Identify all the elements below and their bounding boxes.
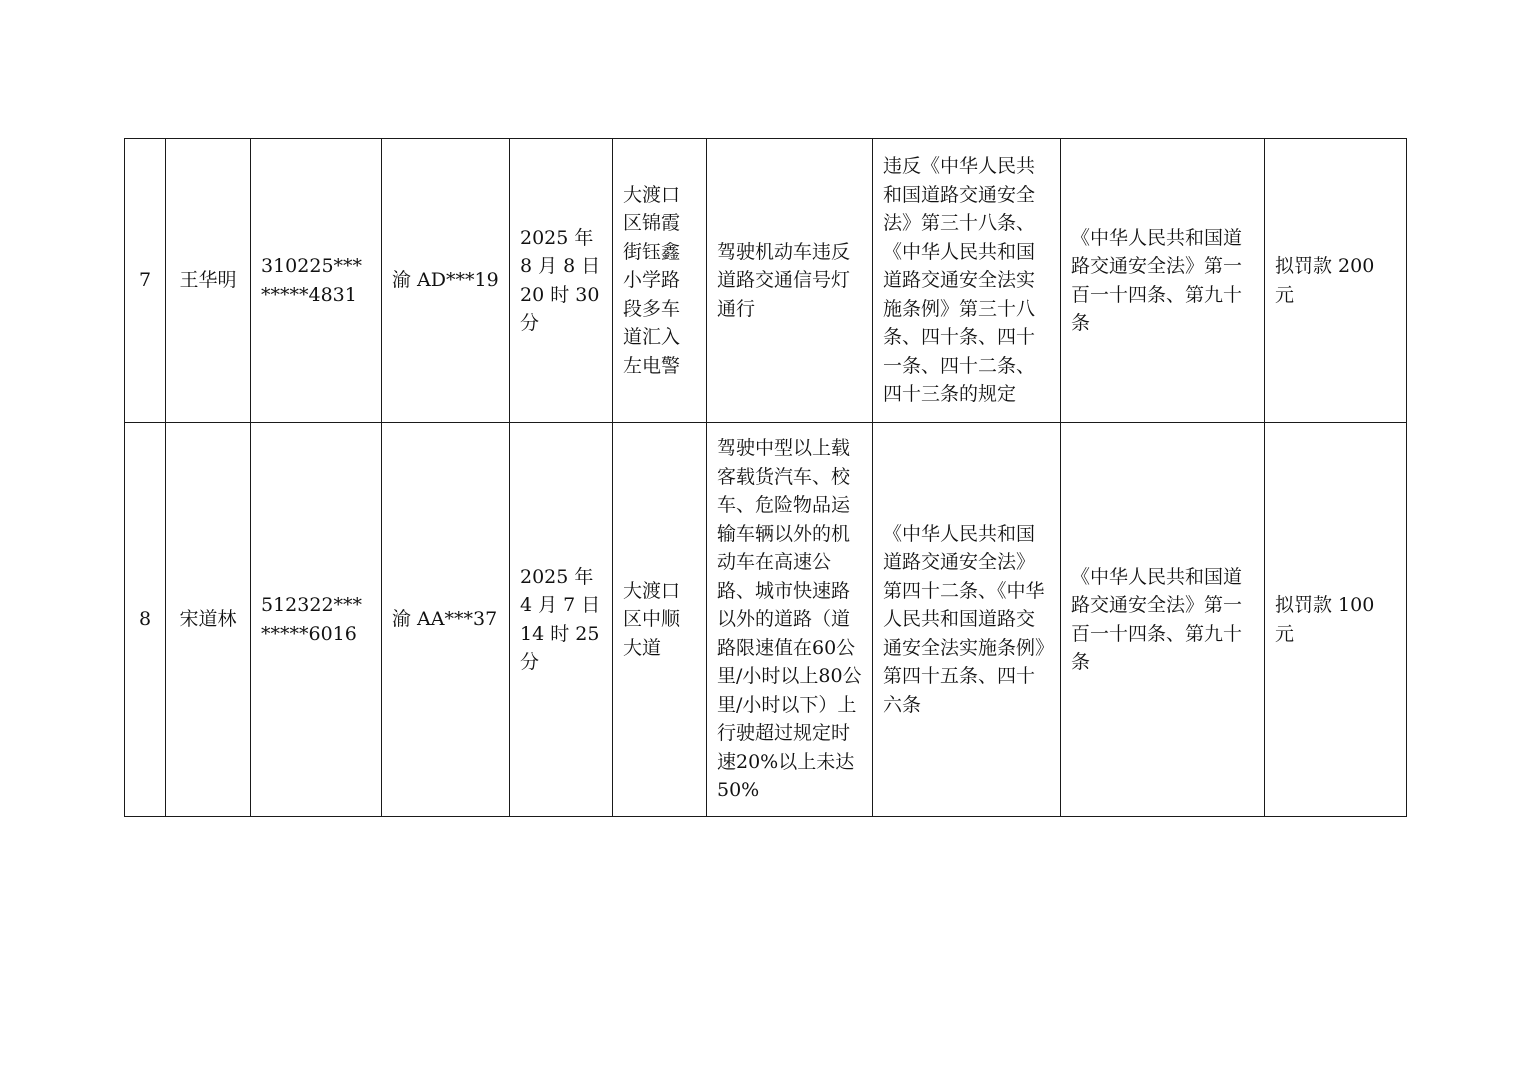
table-row (125, 139, 1407, 423)
table-row (125, 423, 1407, 817)
violated-law: 违反《中华人民共和国道路交通安全法》第三十八条、《中华人民共和国道路交通安全法实施条例》第三十八条、四十条、四十一条、四十二条、四十三条的规定 (873, 139, 1061, 423)
party-name: 宋道林 (166, 423, 251, 817)
violation-records-table (124, 138, 1407, 817)
violated-law: 《中华人民共和国道路交通安全法》第四十二条、《中华人民共和国道路交通安全法实施条例》第四十五条、四十六条 (873, 423, 1061, 817)
row-number: 7 (125, 139, 166, 423)
license-plate: 渝 AA***37 (382, 423, 510, 817)
violation-behavior: 驾驶中型以上载客载货汽车、校车、危险物品运输车辆以外的机动车在高速公路、城市快速路以外的道路（道路限速值在60公里/小时以上80公里/小时以下）上行驶超过规定时速20%以上未达50% (707, 423, 873, 817)
violation-location: 大渡口区中顺大道 (613, 423, 707, 817)
violation-time: 2025 年 8 月 8 日 20 时 30 分 (510, 139, 613, 423)
penalty-decision: 拟罚款 100 元 (1265, 423, 1407, 817)
penalty-decision: 拟罚款 200 元 (1265, 139, 1407, 423)
party-name: 王华明 (166, 139, 251, 423)
license-plate: 渝 AD***19 (382, 139, 510, 423)
id-number: 310225********4831 (251, 139, 382, 423)
row-number: 8 (125, 423, 166, 817)
penalty-basis: 《中华人民共和国道路交通安全法》第一百一十四条、第九十条 (1061, 139, 1265, 423)
penalty-basis: 《中华人民共和国道路交通安全法》第一百一十四条、第九十条 (1061, 423, 1265, 817)
violation-location: 大渡口区锦霞街钰鑫小学路段多车道汇入左电警 (613, 139, 707, 423)
id-number: 512322********6016 (251, 423, 382, 817)
violation-time: 2025 年 4 月 7 日 14 时 25 分 (510, 423, 613, 817)
violation-behavior: 驾驶机动车违反道路交通信号灯通行 (707, 139, 873, 423)
